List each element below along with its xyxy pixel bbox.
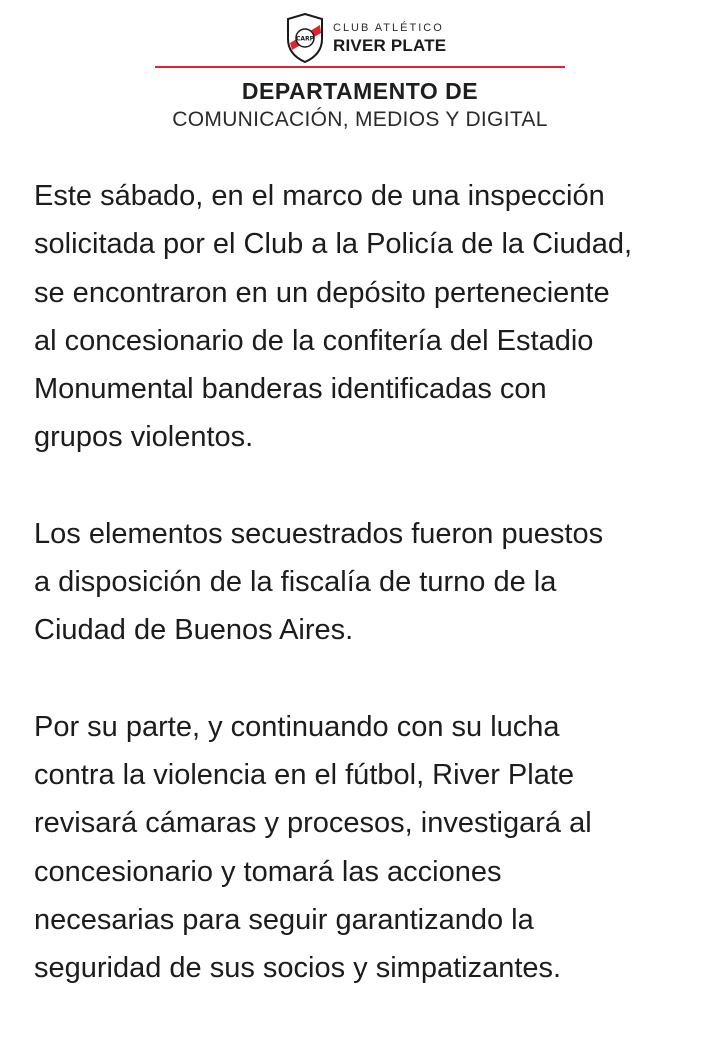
paragraph-line: Monumental banderas identificadas con [34, 373, 547, 406]
club-crest-icon [285, 13, 325, 63]
paragraph-line: Ciudad de Buenos Aires. [34, 614, 354, 647]
paragraph-2 [34, 510, 694, 655]
statement-body [34, 172, 694, 1040]
paragraph-line: se encontraron en un depósito perteneciente [34, 276, 610, 309]
paragraph-line: contra la violencia en el fútbol, River Plate [34, 758, 575, 791]
red-divider [155, 66, 565, 68]
club-name-line2: RIVER PLATE [333, 35, 447, 55]
club-name-line1: CLUB ATLÉTICO [333, 21, 444, 34]
department-title: DEPARTAMENTO DE [241, 78, 479, 104]
club-logo-row [285, 12, 446, 64]
paragraph-line: concesionario y tomará las acciones [34, 855, 502, 888]
paragraph-line: solicitada por el Club a la Policía de la Ciudad, [34, 228, 633, 261]
paragraph-line: al concesionario de la confitería del Estadio [34, 324, 594, 357]
paragraph-3 [34, 703, 694, 993]
paragraph-line: Los elementos secuestrados fueron puestos [34, 517, 604, 550]
club-name [333, 23, 446, 54]
paragraph-line: necesarias para seguir garantizando la [34, 903, 534, 936]
paragraph-line: revisará cámaras y procesos, investigará al [34, 807, 592, 840]
letterhead [0, 0, 720, 150]
crest-monogram: CARP [295, 35, 315, 43]
paragraph-line: grupos violentos. [34, 421, 254, 454]
paragraph-line: Por su parte, y continuando con su lucha [34, 710, 560, 743]
paragraph-line: a disposición de la fiscalía de turno de la [34, 566, 557, 599]
paragraph-line: seguridad de sus socios y simpatizantes. [34, 952, 562, 985]
department-subtitle: COMUNICACIÓN, MEDIOS Y DIGITAL [172, 108, 548, 131]
paragraph-1 [34, 172, 694, 462]
paragraph-line: Este sábado, en el marco de una inspección [34, 180, 605, 212]
